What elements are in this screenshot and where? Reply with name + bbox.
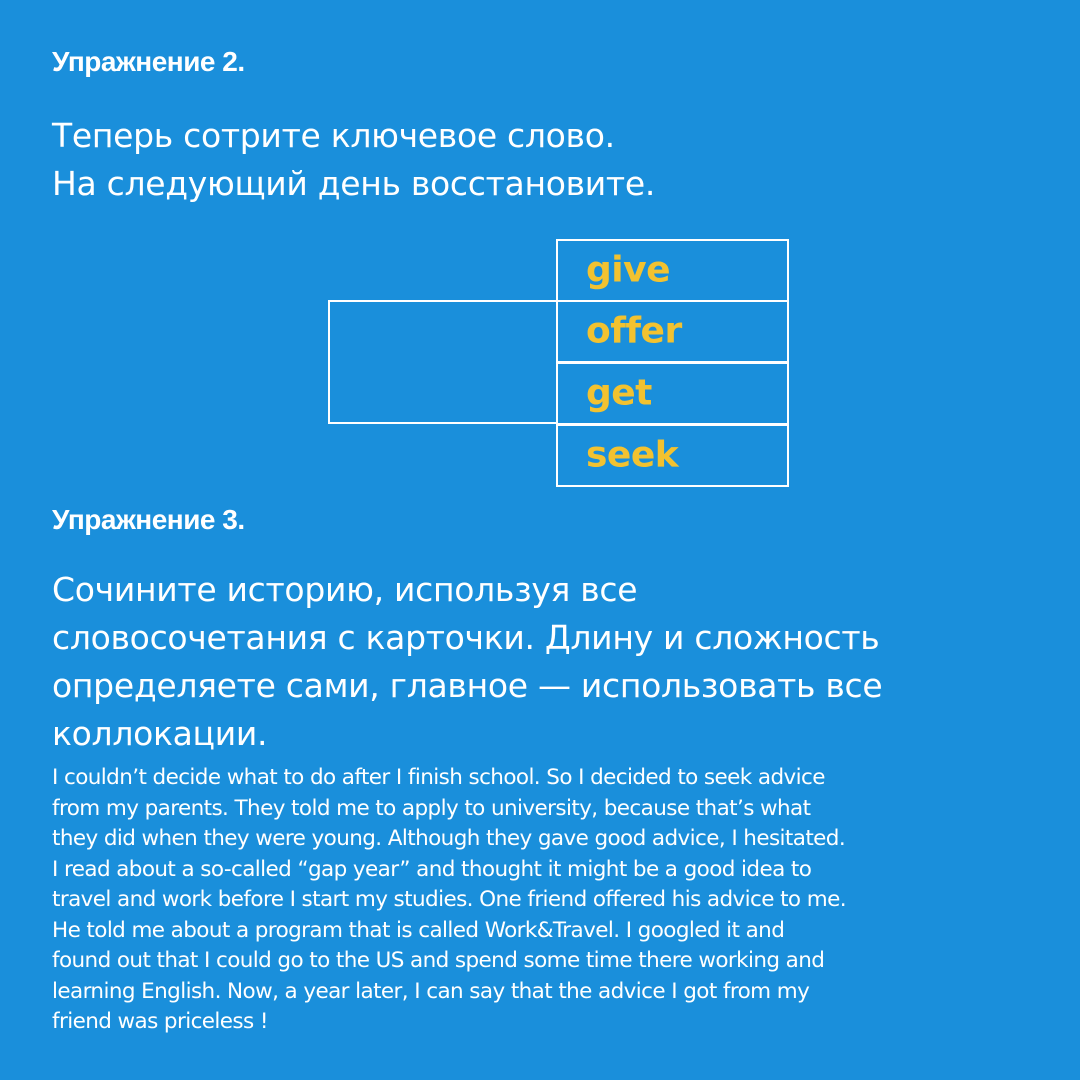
story-line: friend was priceless ! xyxy=(52,1009,268,1034)
story-line: He told me about a program that is called Work&Travel. I googled it and xyxy=(52,917,785,943)
story-line: I couldn’t decide what to do after I finish school. So I decided to seek advice xyxy=(52,765,825,790)
word-cell xyxy=(556,239,789,302)
exercise-3-instruction xyxy=(52,566,1042,758)
erased-keyword-box xyxy=(328,300,558,424)
exercise-3-instruction-line: словосочетания с карточки. Длину и сложность xyxy=(52,618,880,657)
word-offer: offer xyxy=(586,310,682,352)
exercise-2-instruction-line: На следующий день восстановите. xyxy=(52,164,656,203)
exercise-2-instruction xyxy=(52,112,1032,208)
word-get: get xyxy=(586,372,652,414)
word-give: give xyxy=(586,249,670,291)
example-story xyxy=(52,763,1042,1038)
exercise-3-instruction-line: коллокации. xyxy=(52,714,268,753)
story-line: found out that I could go to the US and spend some time there working and xyxy=(52,948,825,973)
word-cell xyxy=(556,300,789,363)
word-cell xyxy=(556,424,789,487)
word-cell xyxy=(556,362,789,425)
story-line: from my parents. They told me to apply to university, because that’s what xyxy=(52,795,811,821)
exercise-2-instruction-line: Теперь сотрите ключевое слово. xyxy=(52,116,615,155)
word-seek: seek xyxy=(586,434,679,476)
story-line: learning English. Now, a year later, I can say that the advice I got from my xyxy=(52,978,810,1004)
exercise-3-heading: Упражнение 3. xyxy=(52,504,245,535)
story-line: I read about a so-called “gap year” and thought it might be a good idea to xyxy=(52,856,812,882)
exercise-3-instruction-line: Сочините историю, используя все xyxy=(52,570,638,609)
exercise-2-heading: Упражнение 2. xyxy=(52,46,245,77)
story-line: travel and work before I start my studies. One friend offered his advice to me. xyxy=(52,887,846,912)
story-line: they did when they were young. Although they gave good advice, I hesitated. xyxy=(52,826,846,851)
exercise-3-instruction-line: определяете сами, главное — использовать все xyxy=(52,666,883,705)
